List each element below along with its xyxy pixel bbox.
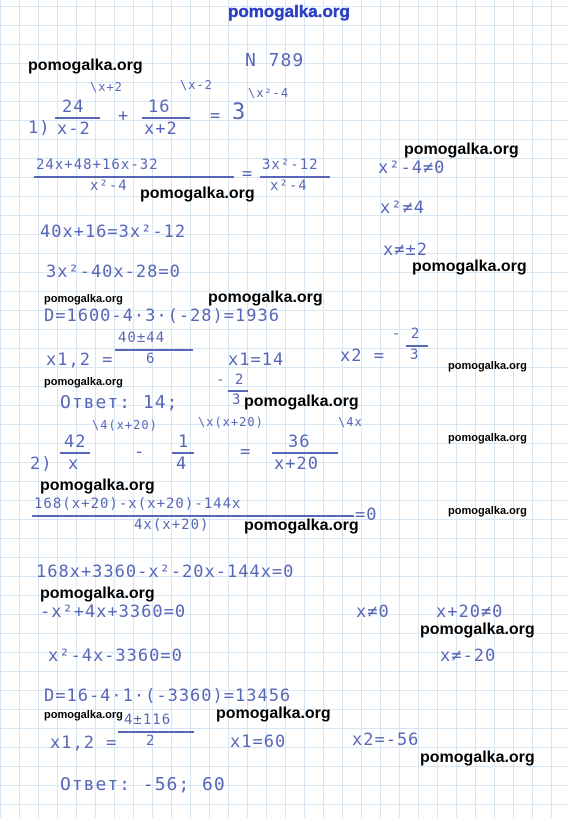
p1-frac-a-den: x-2 <box>57 119 91 139</box>
p2-line2-rhs: =0 <box>355 505 378 525</box>
p2-root-1: x1=60 <box>230 732 287 752</box>
p1-line4: 3x²-40x-28=0 <box>46 262 181 282</box>
p1-root-2-num: - 2 <box>392 326 421 342</box>
watermark: pomogalka.org <box>28 57 143 74</box>
watermark: pomogalka.org <box>244 393 359 410</box>
watermark: pomogalka.org <box>420 749 535 766</box>
p2-roots-label: x1,2 = <box>50 733 118 753</box>
p2-line4: -x²+4x+3360=0 <box>40 602 187 622</box>
p1-frac-b-den: x+2 <box>144 119 178 139</box>
watermark: pomogalka.org <box>420 621 535 638</box>
watermark: pomogalka.org <box>412 258 527 275</box>
p2-frac-c-num: 36 <box>288 432 311 452</box>
p2-label: 2) <box>30 454 53 474</box>
p2-equals: = <box>240 442 252 462</box>
watermark: pomogalka.org <box>404 141 519 158</box>
p1-line2-rhs-den: x²-4 <box>270 178 308 194</box>
p1-condition-2: x²≠4 <box>380 198 425 218</box>
p1-rhs-multiplier: \x²-4 <box>248 86 290 100</box>
p1-line2-equals: = <box>242 164 254 184</box>
p2-roots-bar <box>118 731 194 733</box>
p2-line2-denominator: 4x(x+20) <box>134 517 210 533</box>
p1-condition-3: x≠±2 <box>383 240 428 260</box>
p2-multiplier-a: \4(x+20) <box>92 418 158 432</box>
p2-line3: 168x+3360-x²-20x-144x=0 <box>36 562 295 582</box>
p1-label: 1) <box>28 118 51 138</box>
p2-discriminant: D=16-4·1·(-3360)=13456 <box>44 686 292 706</box>
p1-answer-num: - 2 <box>216 372 245 388</box>
watermark: pomogalka.org <box>40 477 155 494</box>
p2-condition-3: x≠-20 <box>440 646 497 666</box>
p1-roots-label: x1,2 = <box>46 350 114 370</box>
p1-line3: 40x+16=3x²-12 <box>40 222 187 242</box>
p2-condition-2: x+20≠0 <box>436 602 504 622</box>
p2-multiplier-b: \x(x+20) <box>198 415 264 429</box>
p1-roots-numerator: 40±44 <box>118 330 166 346</box>
p1-root-2-den: 3 <box>410 347 420 363</box>
p1-equals: = <box>210 106 222 126</box>
p1-frac-a-num: 24 <box>62 97 85 117</box>
watermark-small: pomogalka.org <box>448 432 527 444</box>
p1-discriminant: D=1600-4·3·(-28)=1936 <box>44 306 280 326</box>
p1-answer: Ответ: 14; <box>60 392 179 413</box>
watermark-top: pomogalka.org <box>228 2 350 21</box>
watermark: pomogalka.org <box>140 185 255 202</box>
watermark: pomogalka.org <box>208 289 323 306</box>
watermark-small: pomogalka.org <box>448 505 527 517</box>
watermark: pomogalka.org <box>244 517 359 534</box>
p1-condition-1: x²-4≠0 <box>378 158 446 178</box>
p2-frac-b-num: 1 <box>178 432 190 452</box>
watermark: pomogalka.org <box>216 705 331 722</box>
p1-answer-den: 3 <box>232 392 242 408</box>
watermark: pomogalka.org <box>40 585 155 602</box>
p1-root-2-label: x2 = <box>340 346 385 366</box>
watermark-small: pomogalka.org <box>44 709 123 721</box>
p2-frac-a-den: x <box>68 454 80 474</box>
p1-line2-numerator: 24x+48+16x-32 <box>36 157 159 173</box>
problem-number: N 789 <box>245 50 305 71</box>
p2-roots-numerator: 4±116 <box>124 712 172 728</box>
p2-multiplier-c: \4x <box>338 415 363 429</box>
watermark-small: pomogalka.org <box>44 293 123 305</box>
p1-rhs: 3 <box>232 100 247 125</box>
p2-frac-c-den: x+20 <box>274 454 319 474</box>
p2-roots-denominator: 2 <box>146 733 156 749</box>
p2-line2-numerator: 168(x+20)-x(x+20)-144x <box>34 496 242 512</box>
p1-line2-bar <box>34 176 234 178</box>
p1-root-1: x1=14 <box>228 350 285 370</box>
p1-frac-b-num: 16 <box>148 97 171 117</box>
watermark-small: pomogalka.org <box>44 376 123 388</box>
p2-condition-1: x≠0 <box>356 602 390 622</box>
p1-line2-denominator: x²-4 <box>90 178 128 194</box>
p1-plus: + <box>118 106 130 126</box>
p2-root-2: x2=-56 <box>352 730 420 750</box>
p2-line5: x²-4x-3360=0 <box>48 646 183 666</box>
p2-frac-b-den: 4 <box>176 454 188 474</box>
watermark-small: pomogalka.org <box>448 360 527 372</box>
p1-line2-rhs-num: 3x²-12 <box>262 157 319 173</box>
p1-multiplier-a: \x+2 <box>90 80 123 94</box>
p2-minus: - <box>134 442 146 462</box>
p2-answer: Ответ: -56; 60 <box>60 774 226 795</box>
p1-roots-denominator: 6 <box>146 351 156 367</box>
p1-multiplier-b: \x-2 <box>180 78 213 92</box>
p2-frac-a-num: 42 <box>64 432 87 452</box>
